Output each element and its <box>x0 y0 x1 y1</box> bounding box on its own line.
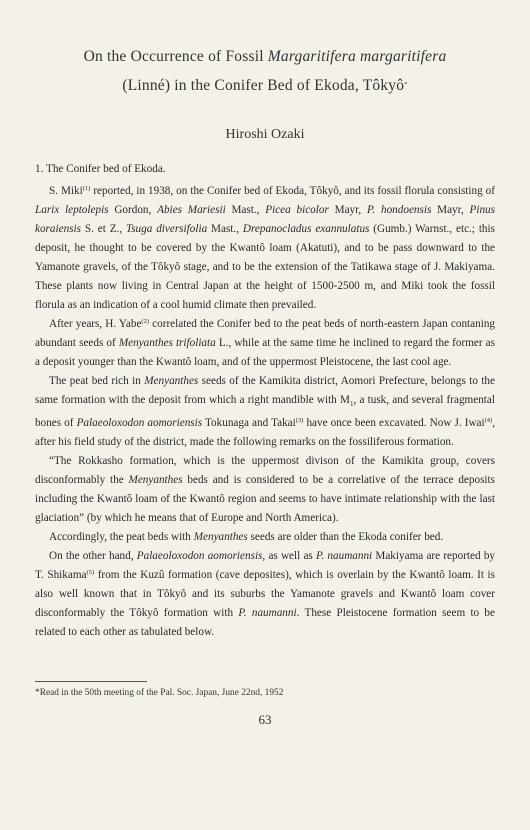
paragraph-5: On the other hand, Palaeoloxodon aomoriensis, as well as P. naumanni Makiyama are reported by T. Shikama$^{(5)}$ from the Kuzû formation (cave deposites), which is overlain by the Kwantô loam. It is also well known that in Tôkyô and its suburbs the Yamanote gravels and Kwantô loam cover disconformably the Tôkyô formation with P. naumanni. These Pleistocene formation seem to be related to each other as tabulated below. <box>35 550 496 639</box>
citation-ref: (3) <box>295 417 304 425</box>
body-text <box>35 182 495 642</box>
title-line-2 <box>0 77 530 95</box>
citation-ref: (5) <box>86 569 95 577</box>
section-heading: 1. The Conifer bed of Ekoda. <box>35 163 166 175</box>
citation-ref: (2) <box>141 318 150 325</box>
author: Hiroshi Ozaki <box>225 127 305 142</box>
footnote: *Read in the 50th meeting of the Pal. Soc. Japan, June 22nd, 1952 <box>35 688 284 698</box>
paragraph-1: S. Miki$^{(1)}$ reported, in 1938, on the Conifer bed of Ekoda, Tôkyô, and its fossil florula consisting of Larix leptolepis Gordon, Abies Mariesii Mast., Picea bicolor Mayr, P. hondoensis Mayr, Pinus koraiensis S. et Z., Tsuga diversifolia Mast., Drepanocladus exannulatus (Gumb.) Warnst., etc.; this deposit, he thought to be covered by the Kwantô loam (Akatuti), and to be pass downward to the Yamanote gravels, of the Tôkyô stage, and to be the extension of the Tatikawa stage of J. Makiyama. These plants now living in Central Japan at the height of 1500-2500 m, and Miki took the fossil florula as an indication of a cool humid climate then prevailed. <box>35 185 495 311</box>
paragraph-2: After years, H. Yabe$^{(2)}$ correlated the Conifer bed to the peat beds of north-eastern Japan contaning abundant seeds of Menyanthes trifoliata L., while at the same time he inclined to regard the former as a deposit younger than the Kwantô loam, and of the uppermost Pleistocene, the last cool age. <box>35 318 496 368</box>
title-text-2: (Linné) in the Conifer Bed of Ekoda, Tôkyô <box>122 77 405 94</box>
title-text: On the Occurrence of Fossil <box>83 48 264 65</box>
title-line-1 <box>0 48 530 66</box>
page-number: 63 <box>258 712 272 727</box>
paragraph-4: Accordingly, the peat beds with Menyanthes seeds are older than the Ekoda conifer bed. <box>49 531 444 544</box>
quote-paragraph: “The Rokkasho formation, which is the uppermost divison of the Kamikita group, covers disconformably the Menyanthes beds and is considered to be a correlative of the terrace deposits including the Kwantô loam of the Kwantô region and seems to have intimate relationship with the last glaciation” (by which he means that of Europe and North America). <box>35 455 496 525</box>
paragraph-3: The peat bed rich in Menyanthes seeds of the Kamikita district, Aomori Prefecture, belongs to the same formation with the deposit from which a right mandible with $M_1$, a tusk, and several fragmental bones of Palaeoloxodon aomoriensis Tokunaga and Takai$^{(3)}$ have once been excavated. Now J. Iwai$^{(4)}$, after his field study of the district, made the following remarks on the fossiliferous formation. <box>35 375 495 449</box>
footnote-mark: * <box>404 81 408 88</box>
footnote-rule <box>35 681 147 682</box>
title-species: Margaritifera margaritifera <box>267 48 447 65</box>
citation-ref: (4) <box>484 417 493 425</box>
citation-ref: (1) <box>82 185 91 192</box>
